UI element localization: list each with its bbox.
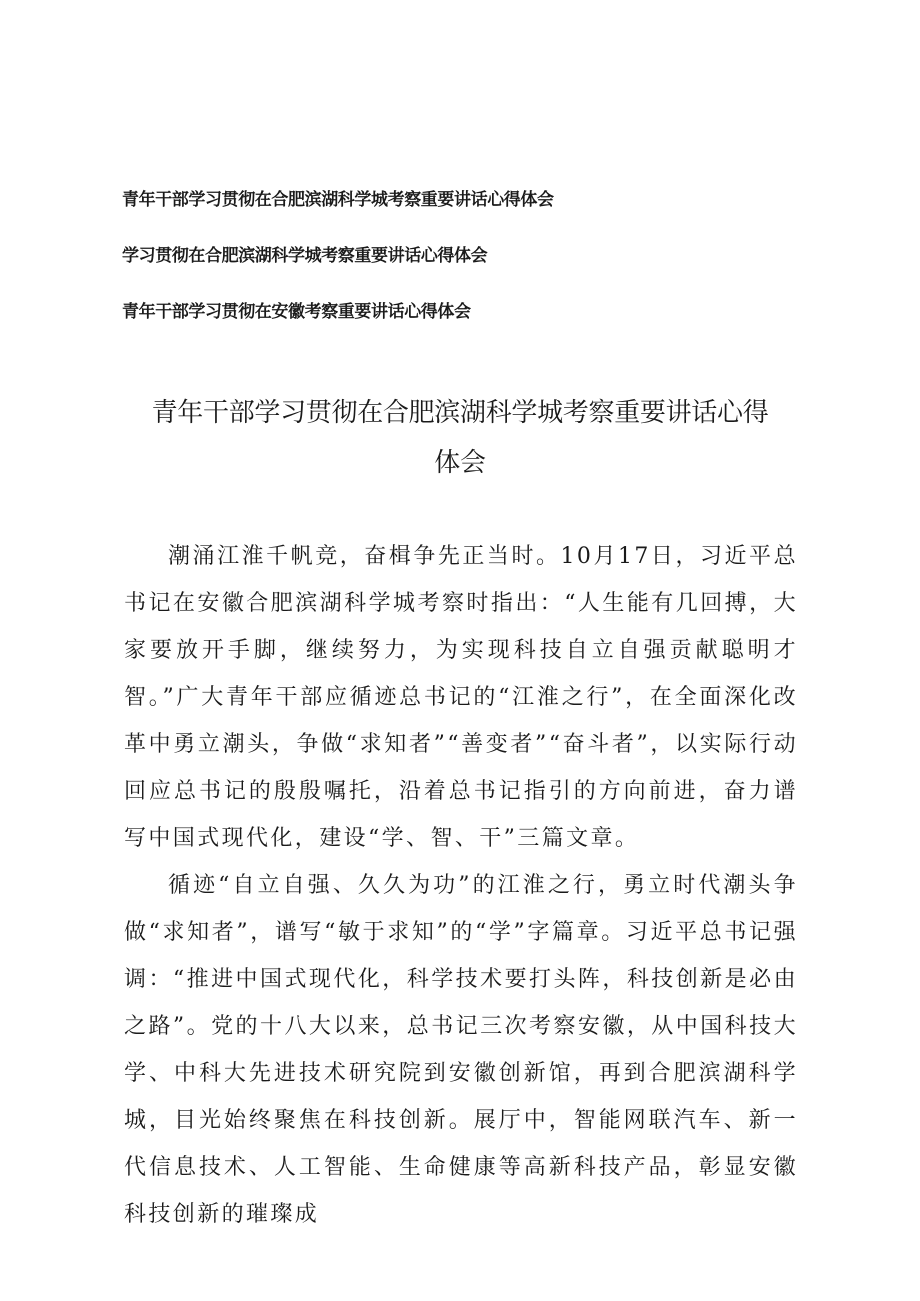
- article-title: [120, 388, 800, 488]
- toc-item[interactable]: 青年干部学习贯彻在合肥滨湖科学城考察重要讲话心得体会: [122, 190, 554, 210]
- article-title-line: 青年干部学习贯彻在合肥滨湖科学城考察重要讲话心得: [151, 398, 769, 428]
- table-of-contents: [122, 186, 822, 354]
- toc-item[interactable]: 青年干部学习贯彻在安徽考察重要讲话心得体会: [122, 302, 471, 322]
- article-body: [124, 533, 798, 1238]
- body-paragraph: 潮涌江淮千帆竞，奋楫争先正当时。10月17日，习近平总书记在安徽合肥滨湖科学城考察时指出：“人生能有几回搏，大家要放开手脚，继续努力，为实现科技自立自强贡献聪明才智。”广大青年干部应循迹总书记的“江淮之行”，在全面深化改革中勇立潮头，争做“求知者”“善变者”“奋斗者”，以实际行动回应总书记的殷殷嘱托，沿着总书记指引的方向前进，奋力谱写中国式现代化，建设“学、智、干”三篇文章。: [124, 544, 798, 851]
- body-paragraph: 循迹“自立自强、久久为功”的江淮之行，勇立时代潮头争做“求知者”，谱写“敏于求知”的“学”字篇章。习近平总书记强调：“推进中国式现代化，科学技术要打头阵，科技创新是必由之路”。党的十八大以来，总书记三次考察安徽，从中国科技大学、中科大先进技术研究院到安徽创新馆，再到合肥滨湖科学城，目光始终聚焦在科技创新。展厅中，智能网联汽车、新一代信息技术、人工智能、生命健康等高新科技产品，彰显安徽科技创新的璀璨成: [124, 873, 798, 1227]
- article-title-line: 体会: [434, 448, 486, 478]
- toc-item[interactable]: 学习贯彻在合肥滨湖科学城考察重要讲话心得体会: [122, 246, 488, 266]
